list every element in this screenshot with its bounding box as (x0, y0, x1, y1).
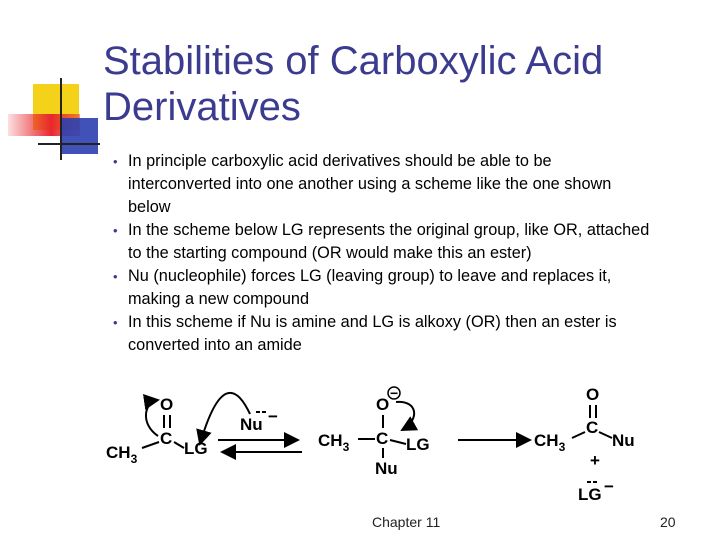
decorative-vertical-line (60, 78, 62, 160)
electron-return-arrow (396, 402, 414, 430)
product-methyl-ch: CH (534, 431, 559, 450)
leaving-group-label: LG (578, 485, 602, 504)
intermediate-bond-lg (390, 440, 406, 444)
product-compound (534, 385, 635, 504)
intermediate-nu-label: Nu (375, 459, 398, 478)
footer-page-number: 20 (660, 514, 676, 530)
bullet-item (112, 150, 652, 219)
tetrahedral-intermediate (318, 385, 430, 478)
intermediate-methyl-ch: CH (318, 431, 343, 450)
bullet-item (112, 219, 652, 265)
product-plus-sign: + (590, 451, 600, 470)
decorative-horizontal-line (38, 143, 100, 145)
decorative-blue-square (62, 118, 98, 154)
product-oxygen-label: O (586, 385, 600, 404)
title-line-2: Derivatives (103, 85, 301, 129)
bullet-glyph: • (113, 223, 118, 238)
carbonyl-arrow (146, 400, 158, 436)
product-nu-label: Nu (612, 431, 635, 450)
nucleophile-label: Nu (240, 415, 263, 434)
product-bond-ch3 (572, 432, 585, 438)
bullet-glyph: • (113, 315, 118, 330)
title-line-1: Stabilities of Carboxylic Acid (103, 39, 604, 83)
bullet-text: In this scheme if Nu is amine and LG is alkoxy (OR) then an ester is converted into an amide (128, 313, 617, 354)
leaving-group-charge: − (604, 477, 614, 496)
footer-chapter: Chapter 11 (372, 514, 441, 530)
bullet-list (112, 150, 652, 357)
bullet-text: Nu (nucleophile) forces LG (leaving group) to leave and replaces it, making a new compound (128, 267, 612, 308)
slide-title (103, 38, 703, 130)
reaction-scheme (100, 382, 660, 512)
intermediate-lg-label: LG (406, 435, 430, 454)
bullet-item (112, 265, 652, 311)
start-bond-ch3 (142, 442, 159, 448)
starting-compound (106, 395, 208, 466)
start-methyl-label (106, 443, 138, 466)
intermediate-methyl-subscript: 3 (342, 440, 350, 454)
intermediate-methyl-label (318, 431, 350, 454)
start-methyl-subscript: 3 (130, 452, 138, 466)
start-methyl-ch: CH (106, 443, 131, 462)
product-methyl-label (534, 431, 566, 454)
bullet-text: In the scheme below LG represents the original group, like OR, attached to the starting compound (OR would make this an ester) (128, 221, 650, 262)
bullet-text: In principle carboxylic acid derivatives should be able to be interconverted into one another using a scheme like the one shown below (128, 152, 612, 216)
start-carbon-label: C (160, 429, 173, 448)
nucleophile (200, 393, 278, 444)
intermediate-oxygen-label: O (376, 395, 390, 414)
start-lg-label: LG (184, 439, 208, 458)
intermediate-carbon-label: C (376, 429, 389, 448)
product-carbon-label: C (586, 418, 599, 437)
start-bond-lg (174, 442, 184, 448)
bullet-item (112, 311, 652, 357)
intermediate-oxygen-charge: − (390, 385, 399, 401)
bullet-glyph: • (113, 269, 118, 284)
start-oxygen-label: O (160, 395, 174, 414)
product-bond-nu (599, 432, 612, 438)
bullet-glyph: • (113, 154, 118, 169)
product-methyl-subscript: 3 (558, 440, 566, 454)
nucleophile-charge: − (268, 407, 278, 426)
